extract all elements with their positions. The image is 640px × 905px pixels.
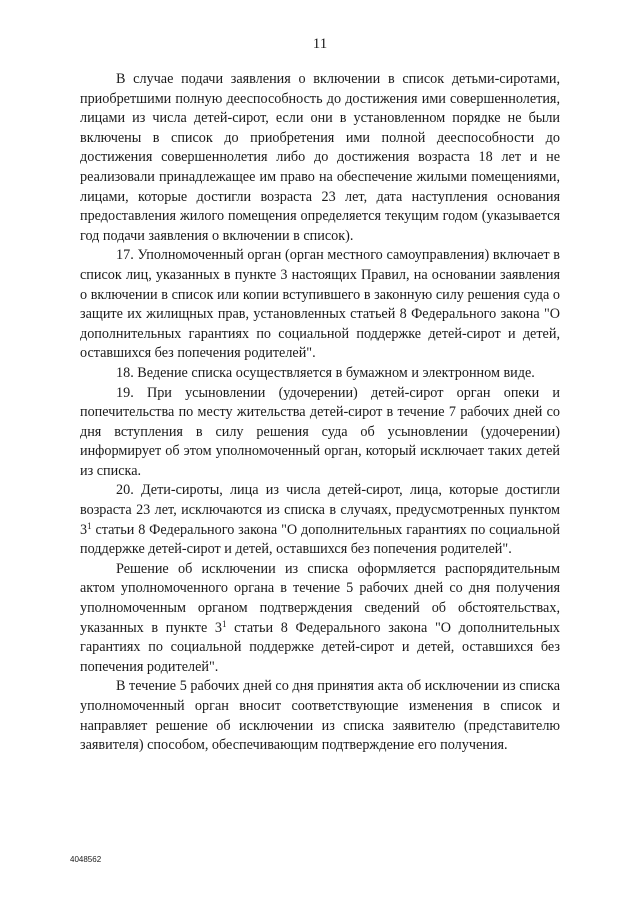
paragraph-19: 19. При усыновлении (удочерении) детей-сирот орган опеки и попечительства по месту жительства детей-сирот в течение 7 рабочих дней со дня вступления в силу решения суда об усыновлении (удочерении) информирует об этом уполномоченный орган, который исключает таких детей из списка. (80, 384, 560, 479)
document-body (80, 70, 560, 756)
paragraph-20-superscript: 1 (87, 520, 92, 531)
paragraph-list-changes: В течение 5 рабочих дней со дня принятия акта об исключении из списка уполномоченный орган вносит соответствующие изменения в список и направляет решение об исключении из списка заявителю (представителю заявителя) способом, обеспечивающим подтверждение его получения. (80, 678, 560, 754)
paragraph-17: 17. Уполномоченный орган (орган местного самоуправления) включает в список лиц, указанных в пункте 3 настоящих Правил, на основании заявления о включении в список или копии вступившего в законную силу решения суда о защите их жилищных прав, установленных статьей 8 Федерального закона "О дополнительных гарантиях по социальной поддержке детей-сирот и детей, оставшихся без попечения родителей". (80, 247, 560, 362)
paragraph-20-text-end: статьи 8 Федерального закона "О дополнительных гарантиях по социальной поддержке детей-сирот и детей, оставшихся без попечения родителей". (80, 521, 560, 558)
paragraph-exclusion-decision (80, 560, 560, 678)
exclusion-decision-text-start: Решение об исключении из списка оформляется распорядительным актом уполномоченного органа в течение 5 рабочих дней со дня получения уполномоченным органом подтверждения сведений об обстоятельствах, указанных в пункте 3 (80, 560, 560, 636)
paragraph-20 (80, 481, 560, 559)
exclusion-decision-text-end: статьи 8 Федерального закона "О дополнительных гарантиях по социальной поддержке детей-сирот и детей, оставшихся без попечения родителей". (80, 619, 560, 675)
paragraph-20-text-start: 20. Дети-сироты, лица из числа детей-сирот, лица, которые достигли возраста 23 лет, исключаются из списка в случаях, предусмотренных пунктом 3 (80, 482, 560, 538)
paragraph-orphan-age-basis: В случае подачи заявления о включении в список детьми-сиротами, приобретшими полную дееспособность до достижения ими совершеннолетия, лицами из числа детей-сирот, если они в установленном порядке не были включены в список до приобретения ими полной дееспособности до достижения совершеннолетия либо до достижения возраста 18 лет и не реализовали принадлежащее им право на обеспечение жилыми помещениями, лицами, которые достигли возраста 23 лет, дата наступления основания предоставления жилого помещения определяется текущим годом (указывается год подачи заявления о включении в список). (80, 71, 560, 244)
document-code: 4048562 (70, 855, 102, 864)
paragraph-18: 18. Ведение списка осуществляется в бумажном и электронном виде. (116, 364, 535, 381)
page-number: 11 (312, 36, 328, 52)
exclusion-decision-superscript: 1 (222, 618, 227, 629)
